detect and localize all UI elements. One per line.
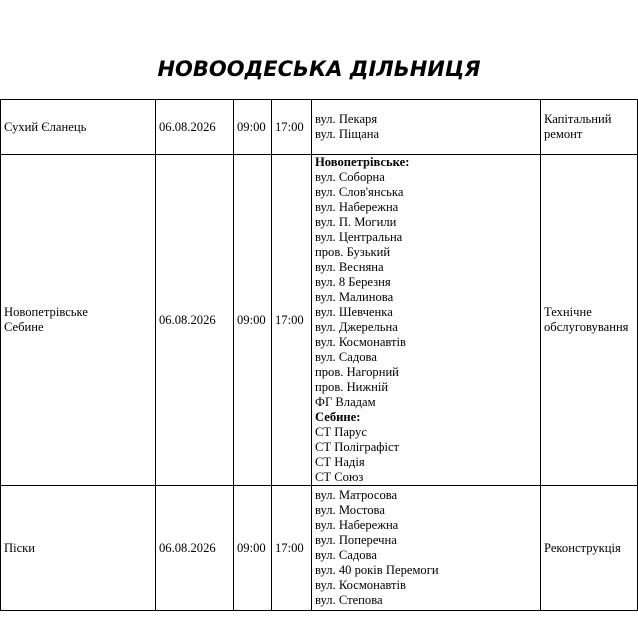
street-name: вул. Садова [315, 548, 377, 562]
time-to-cell: 17:00 [272, 100, 312, 155]
street-name: вул. Поперечна [315, 533, 397, 547]
street-name: ФГ Владам [315, 395, 376, 409]
table-row [1, 155, 638, 486]
street-name: пров. Нагорний [315, 365, 399, 379]
street-name: вул. Шевченка [315, 305, 393, 319]
street-name: вул. Слов'янська [315, 185, 404, 199]
date-cell: 06.08.2026 [156, 155, 234, 486]
street-name: вул. 40 років Перемоги [315, 563, 439, 577]
street-name: СТ Союз [315, 470, 364, 484]
table-row [1, 486, 638, 611]
date-cell: 06.08.2026 [156, 100, 234, 155]
date-cell: 06.08.2026 [156, 486, 234, 611]
street-name: вул. Садова [315, 350, 377, 364]
time-from-cell: 09:00 [234, 100, 272, 155]
street-name: вул. Весняна [315, 260, 384, 274]
locality-group-heading: Новопетрівське: [315, 155, 410, 169]
street-name: вул. Мостова [315, 503, 385, 517]
time-to-cell: 17:00 [272, 155, 312, 486]
locality-name: Піски [4, 540, 36, 555]
street-name: вул. Набережна [315, 200, 399, 214]
street-name: вул. 8 Березня [315, 275, 391, 289]
street-name: СТ Поліграфіст [315, 440, 400, 454]
time-from-cell: 09:00 [234, 155, 272, 486]
street-name: вул. Пекаря [315, 112, 378, 126]
locality-group-heading: Себине: [315, 410, 361, 424]
work-type-cell: Капітальний ремонт [541, 100, 638, 155]
locality-name: Себине [4, 320, 44, 334]
street-name: СТ Надія [315, 455, 365, 469]
street-name: вул. Набережна [315, 518, 399, 532]
street-name: вул. Малинова [315, 290, 394, 304]
street-name: вул. Степова [315, 593, 383, 607]
locality-cell [1, 155, 156, 486]
locality-name: Новопетрівське [4, 305, 88, 319]
street-name: вул. П. Могили [315, 215, 397, 229]
table-row [1, 100, 638, 155]
street-name: вул. Джерельна [315, 320, 398, 334]
street-name: вул. Космонавтів [315, 578, 406, 592]
locality-cell [1, 100, 156, 155]
street-name: вул. Центральна [315, 230, 403, 244]
streets-cell [312, 155, 541, 486]
page-title: НОВООДЕСЬКА ДІЛЬНИЦЯ [157, 57, 481, 81]
time-from-cell: 09:00 [234, 486, 272, 611]
streets-cell [312, 486, 541, 611]
street-name: вул. Матросова [315, 488, 398, 502]
street-name: вул. Космонавтів [315, 335, 406, 349]
street-name: вул. Піщана [315, 127, 380, 141]
street-name: пров. Бузький [315, 245, 391, 259]
work-type-cell: Технічне обслуговування [541, 155, 638, 486]
locality-name: Сухий Єланець [4, 119, 87, 134]
outage-schedule-table [0, 99, 638, 611]
streets-cell [312, 100, 541, 155]
street-name: СТ Парус [315, 425, 367, 439]
street-name: пров. Нижній [315, 380, 389, 394]
work-type-cell: Реконструкція [541, 486, 638, 611]
time-to-cell: 17:00 [272, 486, 312, 611]
street-name: вул. Соборна [315, 170, 385, 184]
locality-cell [1, 486, 156, 611]
